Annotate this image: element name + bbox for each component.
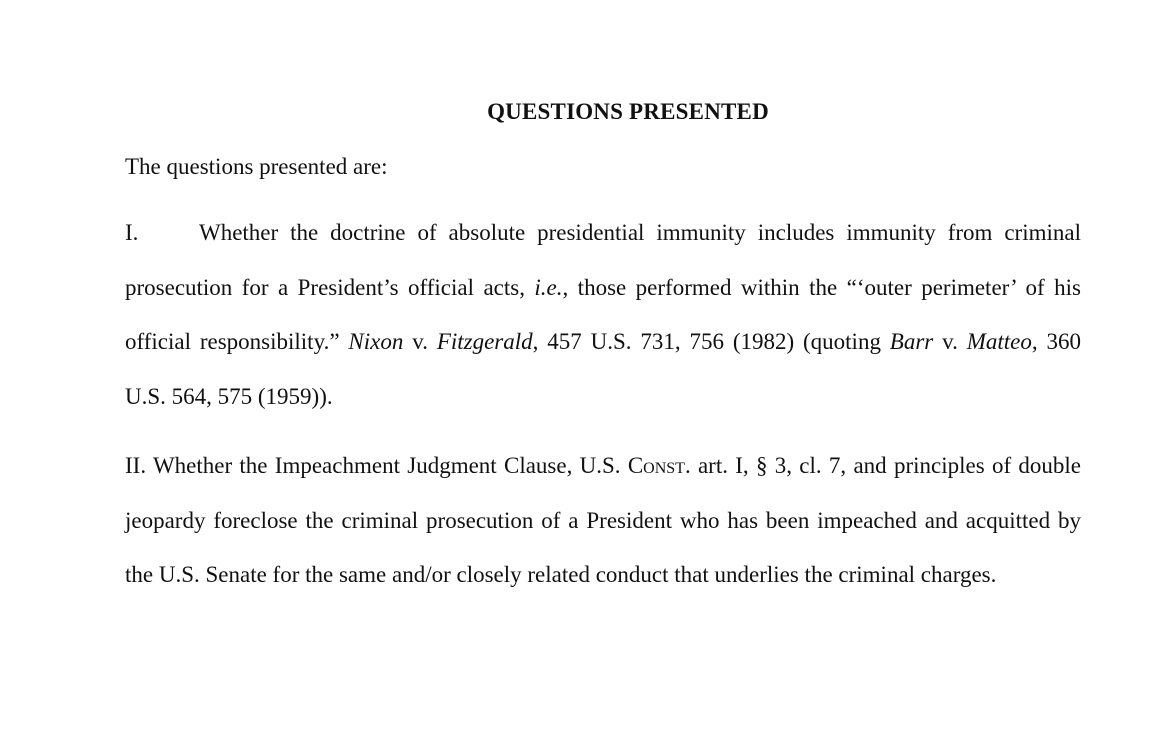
citation-2: , 360 U.S. 564, 575 (1959)).	[125, 329, 1081, 409]
citation-1: , 457 U.S. 731, 756 (1982) (quoting	[532, 329, 890, 354]
case-matteo: Matteo	[966, 329, 1032, 354]
question-one	[125, 206, 1081, 424]
case-nixon: Nixon	[348, 329, 404, 354]
question-two-text-2: . art. I, § 3, cl. 7, and principles of double jeopardy foreclose the criminal prosecution of a President who has been impeached and acquitted by the U.S. Senate for the same and/or closely related conduct that underlies the criminal charges.	[125, 453, 1082, 587]
question-two-text-1: II. Whether the Impeachment Judgment Clause, U.S.	[125, 453, 628, 478]
ie-italic: i.e.	[534, 274, 563, 300]
versus-2: v.	[933, 329, 967, 354]
intro-text: The questions presented are:	[125, 154, 388, 179]
const-small-caps: Const	[627, 453, 685, 478]
question-two	[125, 439, 1081, 603]
versus-1: v.	[403, 329, 437, 354]
case-barr: Barr	[889, 329, 934, 354]
case-fitzgerald: Fitzgerald	[436, 329, 533, 354]
page-title: QUESTIONS PRESENTED	[487, 99, 769, 124]
question-one-text-2: , those performed within the “‘outer perimeter’ of his official responsibility.”	[125, 274, 1081, 354]
question-one-numeral: I.	[125, 220, 139, 245]
document-page	[125, 96, 1081, 603]
question-one-text-1: Whether the doctrine of absolute presidential immunity includes immunity from criminal prosecution for a President’s official acts,	[125, 220, 1081, 300]
